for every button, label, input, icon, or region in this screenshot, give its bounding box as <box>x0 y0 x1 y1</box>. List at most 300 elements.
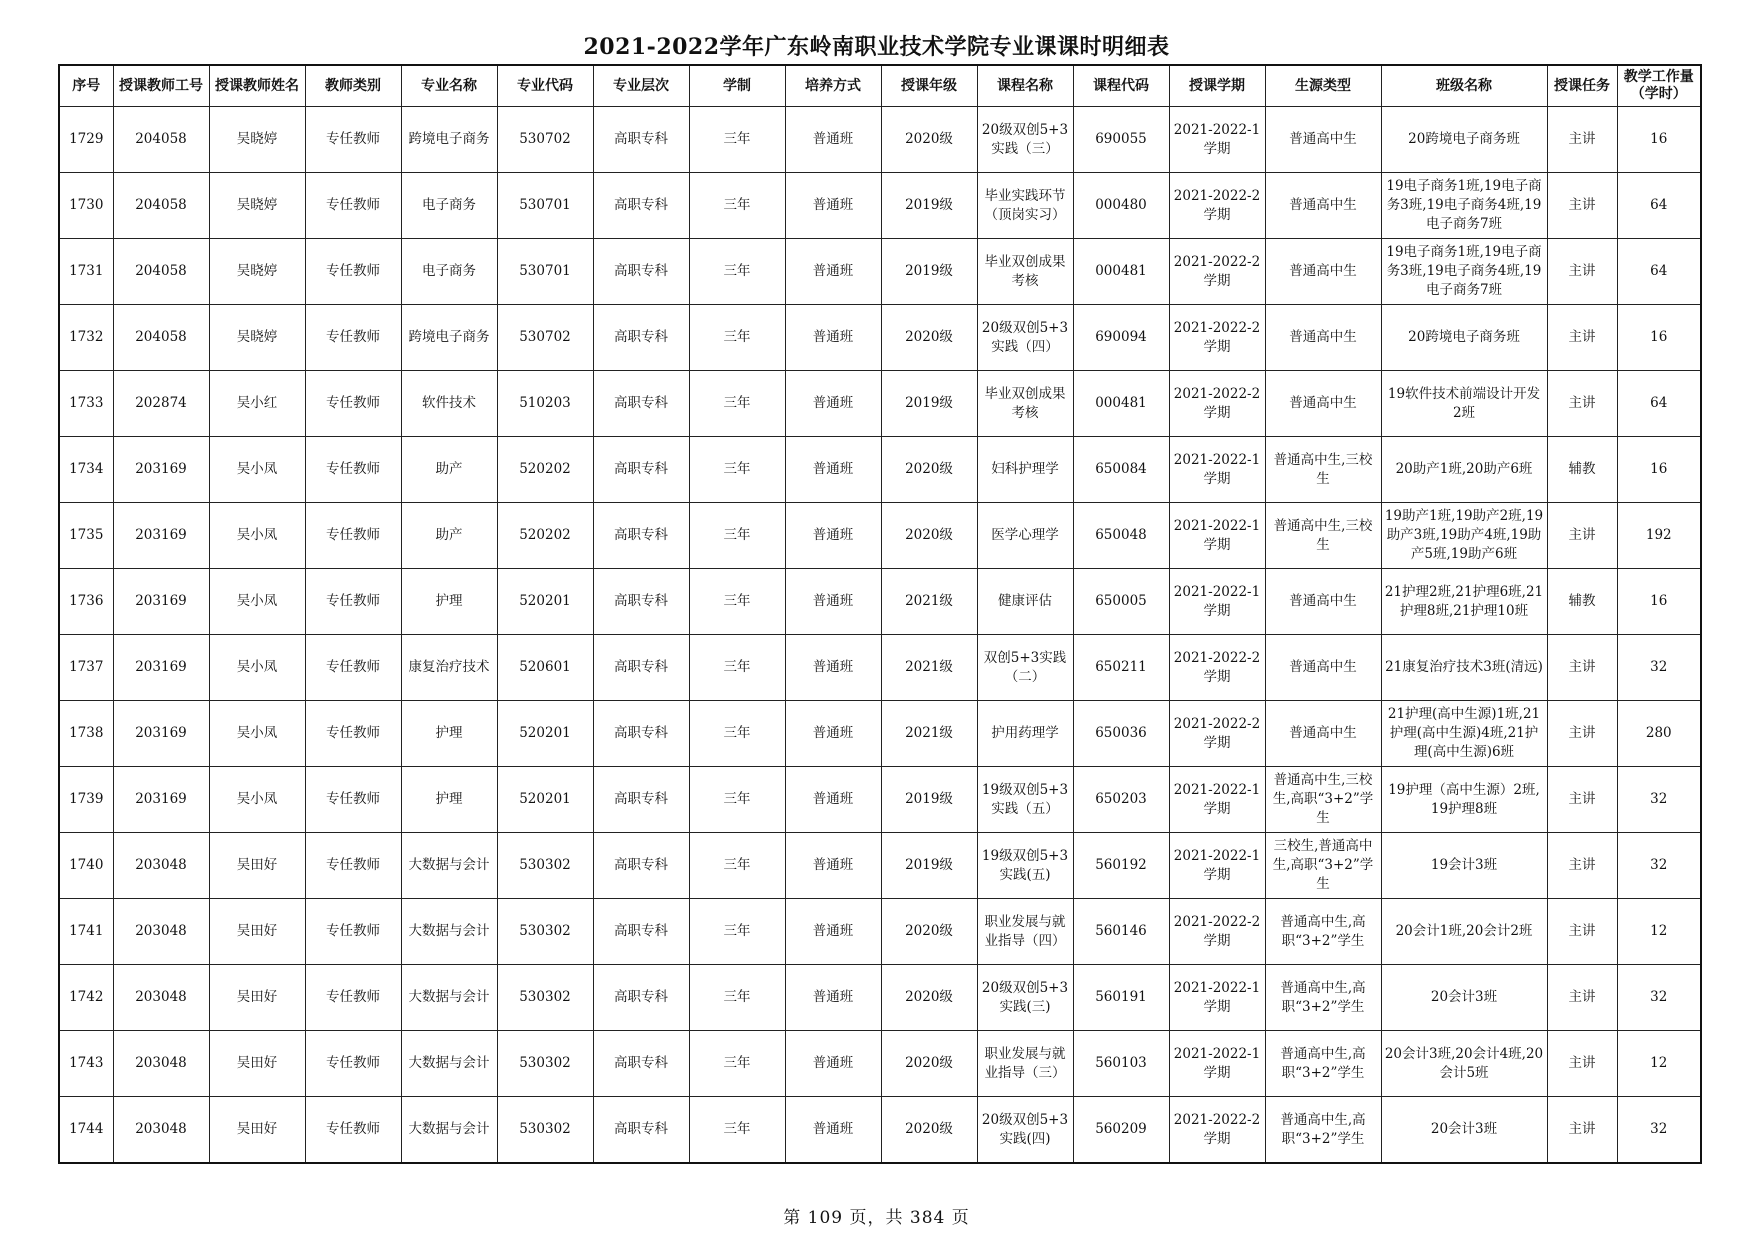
table-cell <box>593 767 689 833</box>
cell-text: 吴晓婷 <box>236 329 278 345</box>
table-cell <box>59 965 113 1031</box>
column-header: 课程名称 <box>977 65 1073 107</box>
cell-text: 主讲 <box>1568 395 1596 411</box>
table-cell <box>59 701 113 767</box>
table-row <box>59 371 1701 437</box>
cell-text: 护理 <box>435 791 463 807</box>
cell-text: 三年 <box>723 395 751 411</box>
cell-text: 510203 <box>519 395 571 411</box>
cell-text: 2021-2022-1学期 <box>1173 121 1261 157</box>
cell-text: 吴晓婷 <box>236 131 278 147</box>
course-hours-table <box>58 64 1702 1164</box>
table-cell <box>977 635 1073 701</box>
table-cell <box>593 1031 689 1097</box>
cell-text: 普通高中生,高职“3+2”学生 <box>1280 1111 1366 1147</box>
cell-text: 大数据与会计 <box>408 1055 490 1071</box>
cell-text: 12 <box>1650 923 1668 939</box>
table-cell <box>59 1097 113 1164</box>
table-body <box>59 107 1701 1164</box>
table-cell <box>1617 107 1701 173</box>
cell-text: 康复治疗技术 <box>408 659 490 675</box>
cell-text: 高职专科 <box>614 1055 668 1071</box>
cell-text: 毕业双创成果考核 <box>984 385 1066 421</box>
cell-text: 690055 <box>1095 131 1147 147</box>
table-cell <box>209 635 305 701</box>
cell-text: 主讲 <box>1568 791 1596 807</box>
cell-text: 专任教师 <box>326 527 380 543</box>
cell-text: 吴小凤 <box>236 461 278 477</box>
table-cell <box>1381 437 1547 503</box>
table-cell <box>1381 371 1547 437</box>
cell-text: 32 <box>1650 989 1668 1005</box>
cell-text: 专任教师 <box>326 857 380 873</box>
table-cell <box>401 107 497 173</box>
cell-text: 健康评估 <box>998 593 1052 609</box>
cell-text: 普通高中生,三校生 <box>1273 451 1373 487</box>
cell-text: 560209 <box>1095 1121 1147 1137</box>
table-cell <box>785 173 881 239</box>
table-cell <box>59 305 113 371</box>
cell-text: 1742 <box>69 989 104 1005</box>
table-cell <box>689 239 785 305</box>
table-cell <box>209 371 305 437</box>
table-cell <box>305 305 401 371</box>
table-cell <box>59 569 113 635</box>
cell-text: 2021-2022-2学期 <box>1173 187 1261 223</box>
cell-text: 普通高中生,高职“3+2”学生 <box>1280 1045 1366 1081</box>
cell-text: 三年 <box>723 791 751 807</box>
cell-text: 20会计3班 <box>1430 1121 1498 1137</box>
table-cell <box>113 701 209 767</box>
table-cell <box>1617 239 1701 305</box>
table-cell <box>305 1097 401 1164</box>
cell-text: 2021-2022-1学期 <box>1173 979 1261 1015</box>
table-cell <box>1169 569 1265 635</box>
table-cell <box>401 701 497 767</box>
cell-text: 560103 <box>1095 1055 1147 1071</box>
cell-text: 2020级 <box>905 1055 953 1071</box>
cell-text: 吴小凤 <box>236 593 278 609</box>
table-cell <box>59 767 113 833</box>
table-row <box>59 1097 1701 1164</box>
cell-text: 20级双创5+3实践(三) <box>981 979 1069 1015</box>
table-cell <box>113 107 209 173</box>
cell-text: 000481 <box>1095 395 1147 411</box>
cell-text: 203169 <box>135 725 187 741</box>
table-cell <box>305 965 401 1031</box>
cell-text: 19会计3班 <box>1430 857 1498 873</box>
cell-text: 203048 <box>135 857 187 873</box>
cell-text: 64 <box>1650 395 1668 411</box>
cell-text: 专任教师 <box>326 395 380 411</box>
cell-text: 职业发展与就业指导（四） <box>984 913 1066 949</box>
table-cell <box>785 833 881 899</box>
cell-text: 专任教师 <box>326 659 380 675</box>
table-cell <box>1073 1097 1169 1164</box>
table-cell <box>209 107 305 173</box>
table-cell <box>1073 305 1169 371</box>
cell-text: 2021-2022-1学期 <box>1173 451 1261 487</box>
column-header: 序号 <box>59 65 113 107</box>
table-cell <box>881 239 977 305</box>
table-cell <box>1265 1097 1381 1164</box>
table-cell <box>689 371 785 437</box>
cell-text: 1729 <box>69 131 104 147</box>
cell-text: 普通高中生 <box>1289 395 1357 411</box>
cell-text: 毕业双创成果考核 <box>984 253 1066 289</box>
cell-text: 普通高中生 <box>1289 329 1357 345</box>
table-cell <box>689 173 785 239</box>
table-cell <box>305 701 401 767</box>
cell-text: 64 <box>1650 263 1668 279</box>
table-cell <box>1547 701 1617 767</box>
cell-text: 三年 <box>723 659 751 675</box>
cell-text: 高职专科 <box>614 263 668 279</box>
table-cell <box>113 767 209 833</box>
cell-text: 三年 <box>723 329 751 345</box>
cell-text: 520601 <box>519 659 571 675</box>
table-cell <box>59 437 113 503</box>
table-cell <box>497 635 593 701</box>
table-cell <box>1265 635 1381 701</box>
column-header: 授课教师工号 <box>113 65 209 107</box>
cell-text: 1740 <box>69 857 104 873</box>
cell-text: 普通班 <box>812 461 854 477</box>
table-cell <box>1169 701 1265 767</box>
cell-text: 大数据与会计 <box>408 989 490 1005</box>
table-cell <box>1073 1031 1169 1097</box>
cell-text: 三校生,普通高中生,高职“3+2”学生 <box>1272 838 1374 892</box>
table-cell <box>59 899 113 965</box>
table-cell <box>1265 437 1381 503</box>
table-cell <box>401 371 497 437</box>
cell-text: 普通班 <box>812 1055 854 1071</box>
cell-text: 1743 <box>69 1055 104 1071</box>
cell-text: 三年 <box>723 1121 751 1137</box>
table-cell <box>401 305 497 371</box>
cell-text: 普通高中生,高职“3+2”学生 <box>1280 979 1366 1015</box>
cell-text: 2020级 <box>905 461 953 477</box>
cell-text: 520201 <box>519 593 571 609</box>
cell-text: 530302 <box>519 857 571 873</box>
table-cell <box>1169 833 1265 899</box>
table-cell <box>1169 107 1265 173</box>
cell-text: 普通高中生 <box>1289 131 1357 147</box>
cell-text: 跨境电子商务 <box>408 329 490 345</box>
table-cell <box>593 107 689 173</box>
table-cell <box>593 569 689 635</box>
cell-text: 204058 <box>135 197 187 213</box>
cell-text: 专任教师 <box>326 1055 380 1071</box>
table-cell <box>1265 107 1381 173</box>
table-cell <box>881 1097 977 1164</box>
table-cell <box>209 767 305 833</box>
cell-text: 20会计1班,20会计2班 <box>1395 923 1533 939</box>
cell-text: 204058 <box>135 263 187 279</box>
table-cell <box>1381 635 1547 701</box>
table-cell <box>401 1097 497 1164</box>
cell-text: 高职专科 <box>614 461 668 477</box>
table-cell <box>593 1097 689 1164</box>
table-cell <box>113 1031 209 1097</box>
cell-text: 普通高中生 <box>1289 197 1357 213</box>
column-header: 专业名称 <box>401 65 497 107</box>
cell-text: 2021-2022-2学期 <box>1173 1111 1261 1147</box>
cell-text: 普通班 <box>812 593 854 609</box>
table-cell <box>209 833 305 899</box>
table-cell <box>1265 239 1381 305</box>
table-cell <box>1073 173 1169 239</box>
cell-text: 2020级 <box>905 1121 953 1137</box>
cell-text: 吴小凤 <box>236 725 278 741</box>
table-cell <box>689 635 785 701</box>
table-cell <box>59 1031 113 1097</box>
cell-text: 203048 <box>135 1055 187 1071</box>
table-cell <box>977 173 1073 239</box>
page-footer: 第 109 页，共 384 页 <box>783 1208 970 1228</box>
cell-text: 专任教师 <box>326 1121 380 1137</box>
cell-text: 520201 <box>519 725 571 741</box>
column-header: 生源类型 <box>1265 65 1381 107</box>
column-header: 授课年级 <box>881 65 977 107</box>
table-cell <box>401 503 497 569</box>
table-cell <box>1381 569 1547 635</box>
table-cell <box>593 899 689 965</box>
cell-text: 19护理（高中生源）2班,19护理8班 <box>1388 781 1540 817</box>
cell-text: 20级双创5+3实践（三） <box>981 121 1069 157</box>
cell-text: 主讲 <box>1568 263 1596 279</box>
table-cell <box>593 239 689 305</box>
table-cell <box>209 239 305 305</box>
table-cell <box>785 767 881 833</box>
cell-text: 19级双创5+3实践（五） <box>981 781 1069 817</box>
cell-text: 1732 <box>69 329 104 345</box>
table-cell <box>1381 767 1547 833</box>
cell-text: 专任教师 <box>326 263 380 279</box>
cell-text: 19电子商务1班,19电子商务3班,19电子商务4班,19电子商务7班 <box>1386 244 1542 298</box>
table-cell <box>305 107 401 173</box>
table-cell <box>785 1031 881 1097</box>
table-cell <box>1169 767 1265 833</box>
cell-text: 医学心理学 <box>991 527 1059 543</box>
cell-text: 1731 <box>69 263 104 279</box>
cell-text: 普通班 <box>812 659 854 675</box>
table-cell <box>1547 833 1617 899</box>
cell-text: 高职专科 <box>614 527 668 543</box>
table-cell <box>59 833 113 899</box>
table-cell <box>401 437 497 503</box>
cell-text: 辅教 <box>1568 461 1596 477</box>
table-cell <box>497 1031 593 1097</box>
cell-text: 280 <box>1645 725 1672 741</box>
cell-text: 650036 <box>1095 725 1147 741</box>
cell-text: 650084 <box>1095 461 1147 477</box>
cell-text: 普通班 <box>812 923 854 939</box>
table-cell <box>689 569 785 635</box>
table-cell <box>1617 1031 1701 1097</box>
table-row <box>59 635 1701 701</box>
cell-text: 主讲 <box>1568 1055 1596 1071</box>
table-cell <box>497 107 593 173</box>
table-cell <box>401 635 497 701</box>
cell-text: 三年 <box>723 263 751 279</box>
cell-text: 560191 <box>1095 989 1147 1005</box>
cell-text: 专任教师 <box>326 329 380 345</box>
table-cell <box>1073 437 1169 503</box>
table-cell <box>1169 437 1265 503</box>
table-cell <box>59 635 113 701</box>
cell-text: 普通班 <box>812 527 854 543</box>
table-cell <box>1617 899 1701 965</box>
table-cell <box>593 173 689 239</box>
table-cell <box>305 833 401 899</box>
table-cell <box>689 437 785 503</box>
cell-text: 2021-2022-2学期 <box>1173 715 1261 751</box>
table-cell <box>497 965 593 1031</box>
cell-text: 大数据与会计 <box>408 923 490 939</box>
table-cell <box>977 1031 1073 1097</box>
cell-text: 16 <box>1650 329 1668 345</box>
cell-text: 吴小凤 <box>236 791 278 807</box>
cell-text: 普通高中生,三校生 <box>1273 517 1373 553</box>
table-cell <box>1381 899 1547 965</box>
cell-text: 主讲 <box>1568 923 1596 939</box>
table-cell <box>305 767 401 833</box>
cell-text: 专任教师 <box>326 791 380 807</box>
table-cell <box>1617 305 1701 371</box>
table-cell <box>1073 569 1169 635</box>
table-cell <box>209 173 305 239</box>
table-cell <box>1617 965 1701 1031</box>
cell-text: 主讲 <box>1568 725 1596 741</box>
table-cell <box>497 701 593 767</box>
cell-text: 530702 <box>519 131 571 147</box>
table-cell <box>1169 1097 1265 1164</box>
table-cell <box>59 371 113 437</box>
cell-text: 助产 <box>435 527 463 543</box>
cell-text: 21康复治疗技术3班(清远) <box>1385 659 1543 675</box>
cell-text: 三年 <box>723 857 751 873</box>
cell-text: 530302 <box>519 923 571 939</box>
cell-text: 203169 <box>135 593 187 609</box>
cell-text: 000480 <box>1095 197 1147 213</box>
table-cell <box>881 503 977 569</box>
table-cell <box>401 239 497 305</box>
table-row <box>59 173 1701 239</box>
cell-text: 2019级 <box>905 395 953 411</box>
cell-text: 普通班 <box>812 131 854 147</box>
cell-text: 204058 <box>135 329 187 345</box>
cell-text: 12 <box>1650 1055 1668 1071</box>
cell-text: 2021-2022-2学期 <box>1173 649 1261 685</box>
table-cell <box>305 503 401 569</box>
cell-text: 2021-2022-1学期 <box>1173 847 1261 883</box>
cell-text: 530302 <box>519 989 571 1005</box>
cell-text: 专任教师 <box>326 197 380 213</box>
cell-text: 1737 <box>69 659 104 675</box>
table-row <box>59 239 1701 305</box>
table-cell <box>881 1031 977 1097</box>
table-cell <box>113 899 209 965</box>
table-cell <box>689 701 785 767</box>
table-cell <box>401 899 497 965</box>
table-cell <box>305 173 401 239</box>
table-cell <box>785 569 881 635</box>
cell-text: 32 <box>1650 857 1668 873</box>
table-cell <box>1381 701 1547 767</box>
cell-text: 高职专科 <box>614 989 668 1005</box>
column-header: 教师类别 <box>305 65 401 107</box>
table-cell <box>1547 965 1617 1031</box>
table-cell <box>1547 767 1617 833</box>
table-cell <box>689 107 785 173</box>
cell-text: 2021-2022-1学期 <box>1173 517 1261 553</box>
cell-text: 护用药理学 <box>991 725 1059 741</box>
cell-text: 1736 <box>69 593 104 609</box>
cell-text: 辅教 <box>1568 593 1596 609</box>
cell-text: 20会计3班,20会计4班,20会计5班 <box>1384 1045 1544 1081</box>
column-header: 授课任务 <box>1547 65 1617 107</box>
cell-text: 21护理2班,21护理6班,21护理8班,21护理10班 <box>1384 583 1544 619</box>
table-row <box>59 767 1701 833</box>
cell-text: 520202 <box>519 527 571 543</box>
cell-text: 203169 <box>135 791 187 807</box>
cell-text: 192 <box>1645 527 1672 543</box>
cell-text: 203048 <box>135 923 187 939</box>
table-cell <box>1169 371 1265 437</box>
table-cell <box>785 1097 881 1164</box>
table-cell <box>113 173 209 239</box>
cell-text: 三年 <box>723 989 751 1005</box>
table-cell <box>1265 305 1381 371</box>
cell-text: 2020级 <box>905 131 953 147</box>
table-cell <box>305 899 401 965</box>
table-cell <box>977 1097 1073 1164</box>
table-cell <box>1073 503 1169 569</box>
cell-text: 主讲 <box>1568 989 1596 1005</box>
cell-text: 32 <box>1650 659 1668 675</box>
table-cell <box>1381 503 1547 569</box>
cell-text: 19级双创5+3实践(五) <box>981 847 1069 883</box>
table-cell <box>593 701 689 767</box>
table-cell <box>209 965 305 1031</box>
table-row <box>59 1031 1701 1097</box>
column-header: 课程代码 <box>1073 65 1169 107</box>
table-cell <box>1169 899 1265 965</box>
table-cell <box>1073 371 1169 437</box>
table-cell <box>689 305 785 371</box>
cell-text: 20助产1班,20助产6班 <box>1395 461 1533 477</box>
cell-text: 高职专科 <box>614 659 668 675</box>
table-cell <box>1265 569 1381 635</box>
cell-text: 20级双创5+3实践(四) <box>981 1111 1069 1147</box>
table-cell <box>881 569 977 635</box>
cell-text: 专任教师 <box>326 923 380 939</box>
table-cell <box>689 833 785 899</box>
table-cell <box>881 899 977 965</box>
table-cell <box>785 107 881 173</box>
cell-text: 吴田好 <box>236 1121 278 1137</box>
table-cell <box>209 899 305 965</box>
cell-text: 1734 <box>69 461 104 477</box>
table-cell <box>881 701 977 767</box>
cell-text: 20跨境电子商务班 <box>1408 329 1520 345</box>
cell-text: 2020级 <box>905 527 953 543</box>
cell-text: 吴小红 <box>236 395 278 411</box>
table-cell <box>497 437 593 503</box>
table-cell <box>1073 701 1169 767</box>
table-cell <box>689 767 785 833</box>
